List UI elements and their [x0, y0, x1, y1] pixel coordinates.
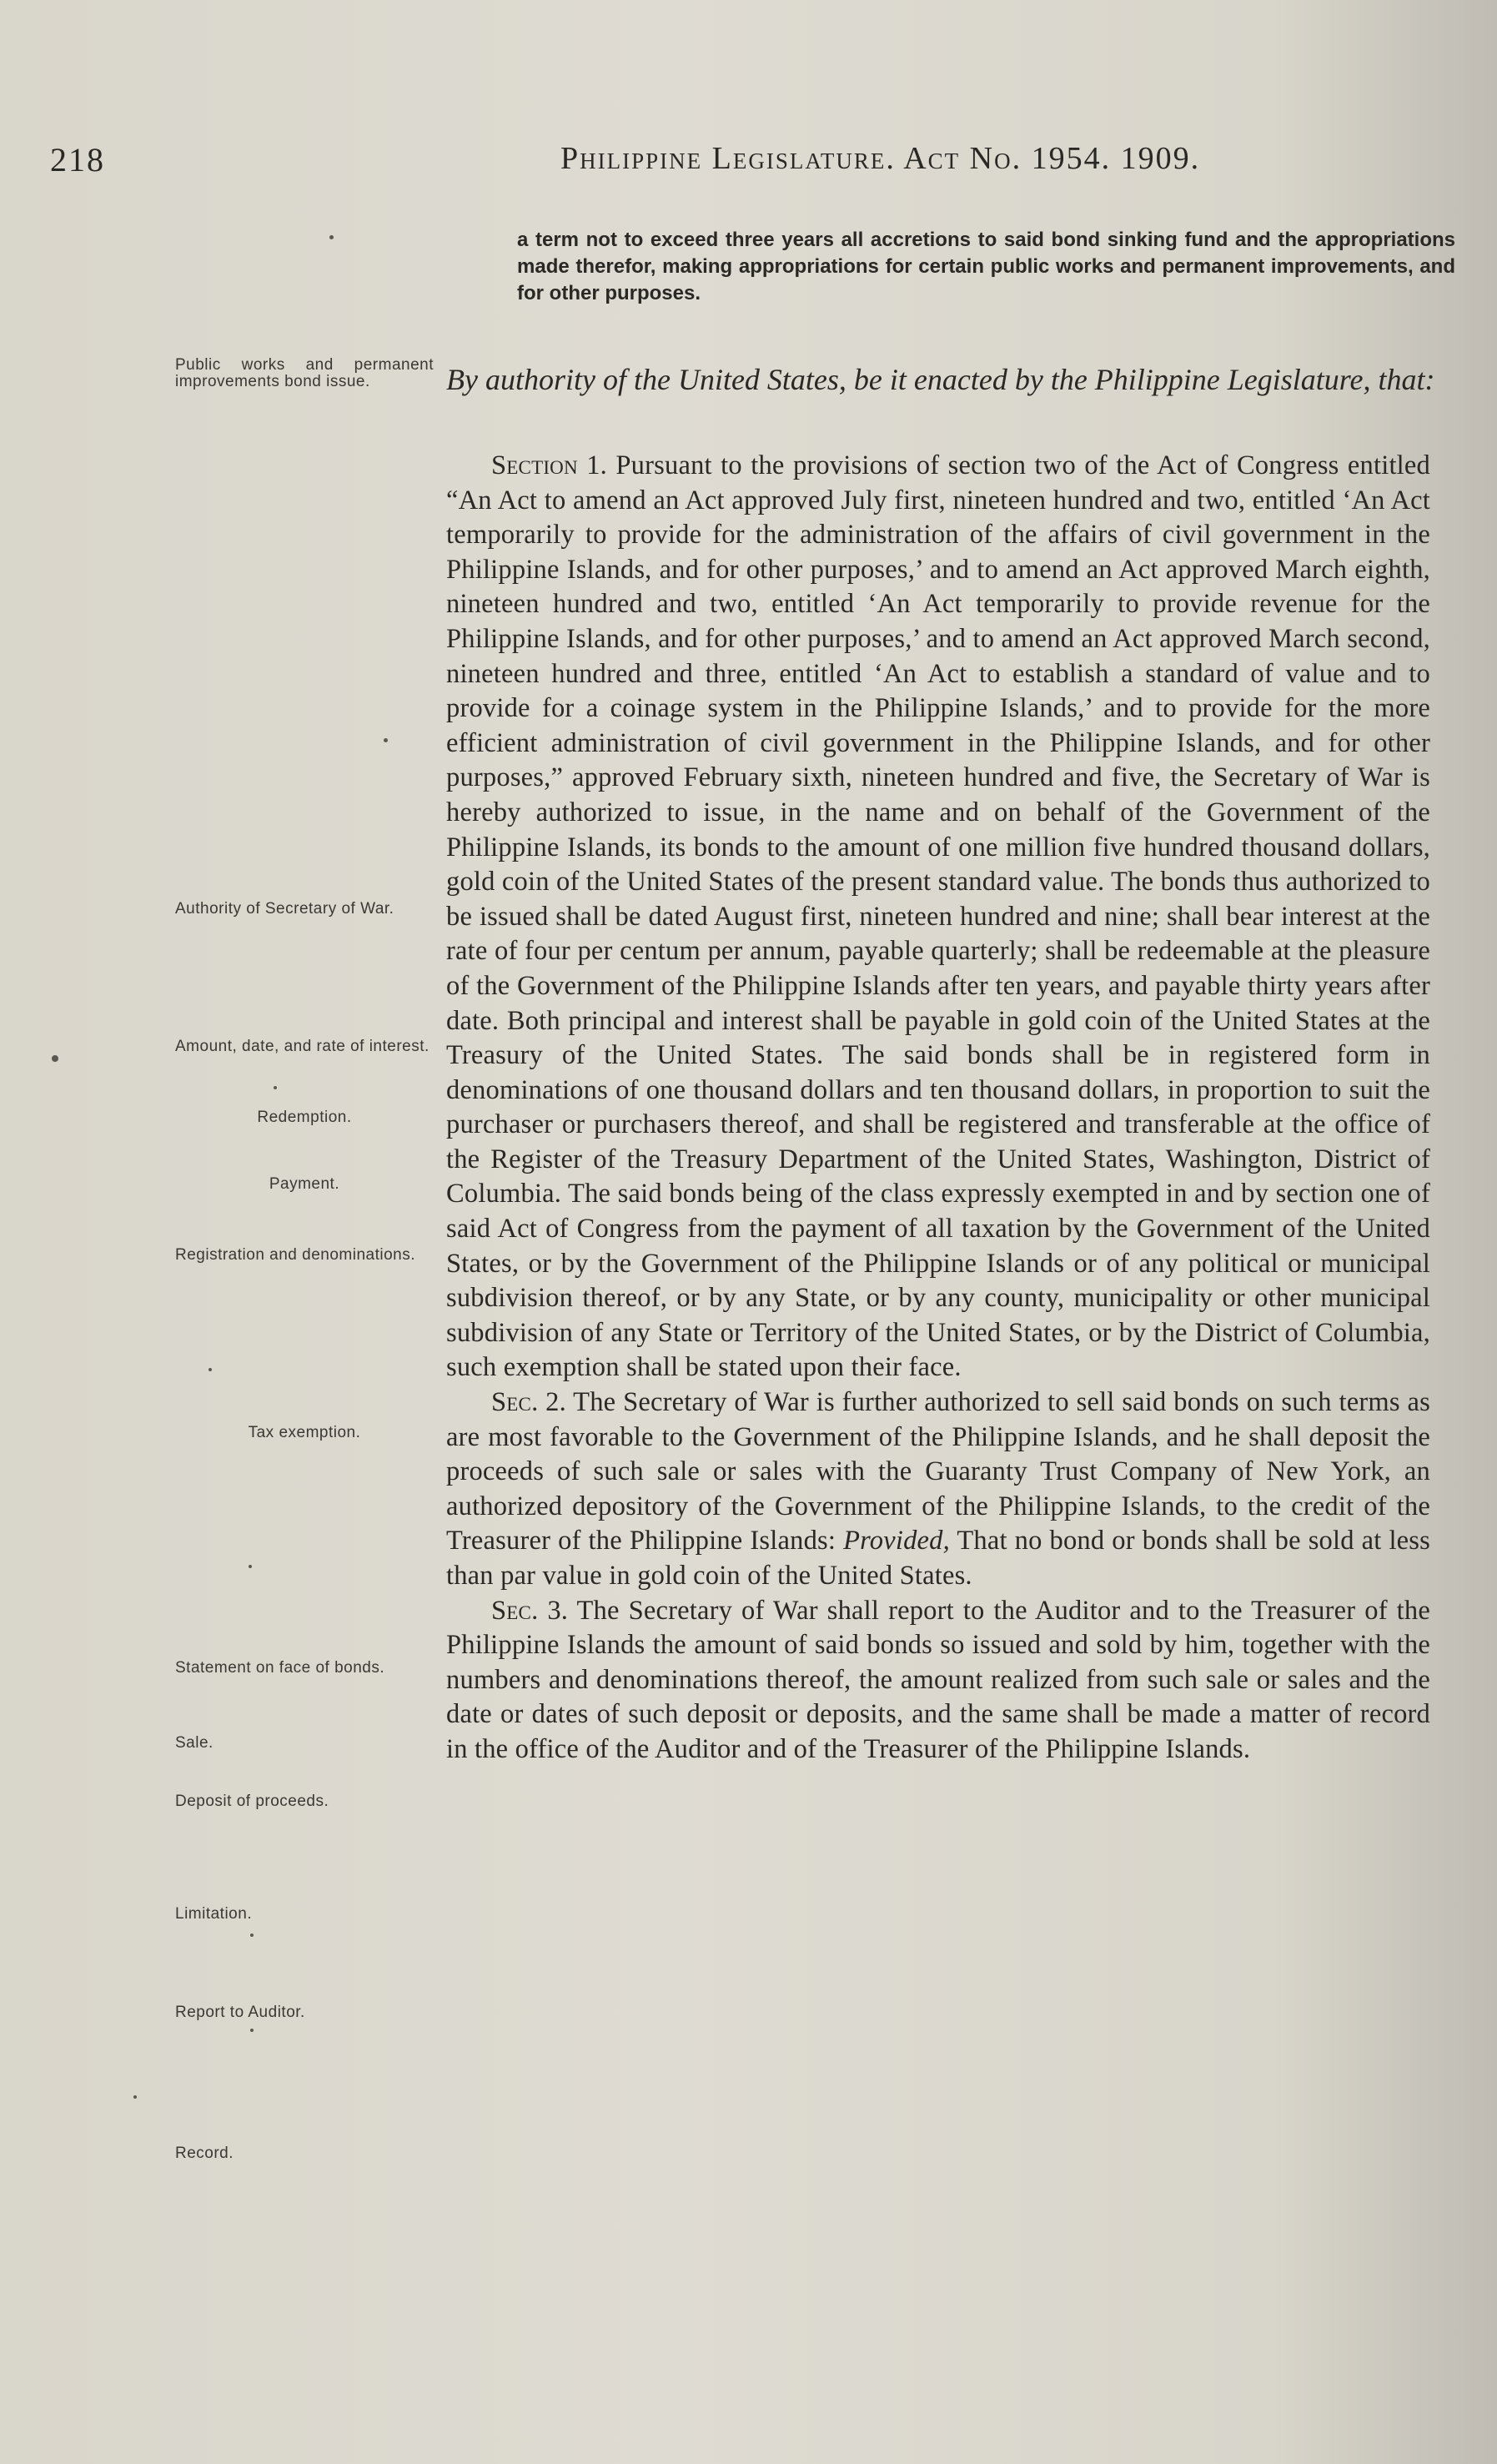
marginal-note-authority: Authority of Secretary of War.: [175, 900, 394, 918]
print-speck: [274, 1086, 277, 1089]
marginal-note-sale: Sale.: [175, 1734, 213, 1752]
print-speck: [249, 1565, 252, 1568]
section-label: Section 1.: [491, 450, 607, 480]
print-speck: [250, 1933, 254, 1937]
proviso-word: Provided,: [843, 1526, 950, 1556]
section-text-continued: That no bond or bonds shall be sold at less than par value in gold coin of the United States.: [446, 1526, 1431, 1591]
marginal-note-registration: Registration and denominations.: [175, 1246, 416, 1264]
section-text: The Secretary of War is further authorized to sell said bonds on such terms as are most favorable to the Government of the Philippine Islands, and he shall deposit the proceeds of such sale or sales with the Guaranty Trust Company of New York, an authorized depository of the Government of the Philippine Islands, to the credit of the Treasurer of the Philippine Islands:: [446, 1387, 1430, 1556]
print-speck: [133, 2095, 137, 2099]
act-title-continuation: a term not to exceed three years all accretions to said bond sinking fund and the appropriations made therefor, making appropriations for certain public works and permanent improvements, and for other purposes.: [517, 229, 1455, 304]
enacting-clause: By authority of the United States, be it enacted by the Philippine Legislature, that:: [446, 363, 1435, 396]
marginal-note-amount-date-interest: Amount, date, and rate of interest.: [175, 1038, 430, 1055]
running-title: Philippine Legislature. Act No. 1954. 1909.: [560, 141, 1201, 176]
marginal-note-redemption: Redemption.: [257, 1109, 352, 1126]
section-1: [446, 449, 1430, 1385]
section-3: [446, 1594, 1430, 1768]
section-text: The Secretary of War shall report to the Auditor and to the Treasurer of the Philippine Islands the amount of said bonds so issued and sold by him, together with the numbers and denominations thereof, the amount realized from such sale or sales and the date or dates of such deposit or deposits, and the same shall be made a matter of record in the office of the Auditor and of the Treasurer of the Philippine Islands.: [446, 1595, 1430, 1764]
section-label: Sec. 2.: [491, 1387, 566, 1418]
print-speck: [208, 1368, 212, 1371]
page-number: 218: [50, 141, 105, 179]
marginal-note-payment: Payment.: [269, 1175, 340, 1193]
page-header: [50, 140, 1451, 190]
section-2: [446, 1385, 1430, 1594]
marginal-note-limitation: Limitation.: [175, 1905, 253, 1923]
print-speck: [250, 2029, 254, 2032]
print-speck: [384, 738, 388, 742]
marginal-note-statement-on-face: Statement on face of bonds.: [175, 1659, 385, 1677]
section-text: Pursuant to the provisions of section two of the Act of Congress entitled “An Act to amend an Act approved July first, nineteen hundred and two, entitled ‘An Act temporarily to provide for the administration of the affairs of civil government in the Philippine Islands, and for other purposes,’ and to amend an Act approved March eighth, nineteen hundred and two, entitled ‘An Act temporarily to provide revenue for the Philippine Islands, and for other purposes,’ and to amend an Act approved March second, nineteen hundred and three, entitled ‘An Act to establish a standard of value and to provide for a coinage system in the Philippine Islands,’ and to provide for the more efficient administration of civil government in the Philippine Islands, and for other purposes,” approved February sixth, nineteen hundred and five, the Secretary of War is hereby authorized to issue, in the name and on behalf of the Government of the Philippine Islands, its bonds to the amount of one million five hundred thousand dollars, gold coin of the United States of the present standard value. The bonds thus authorized to be issued shall be dated August first, nineteen hundred and nine; shall bear interest at the rate of four per centum per annum, payable quarterly; shall be redeemable at the pleasure of the Government of the Philippine Islands after ten years, and payable thirty years after date. Both principal and interest shall be payable in gold coin of the United States at the Treasury of the United States. The said bonds shall be in registered form in denominations of one thousand dollars and ten thousand dollars, in proportion to suit the purchaser or purchasers thereof, and shall be registered and transferable at the office of the Register of the Treasury Department of the United States, Washington, District of Columbia. The said bonds being of the class expressly exempted in and by section one of said Act of Congress from the payment of all taxation by the Government of the United States, or by the Government of the Philippine Islands or of any political or municipal subdivision thereof, or by any State, or by any county, municipality or other municipal subdivision of any State or Territory of the United States, or by the District of Columbia, such exemption shall be stated upon their face.: [446, 450, 1430, 1383]
marginal-note-report: Report to Auditor.: [175, 2004, 305, 2021]
act-body: [446, 449, 1430, 1768]
print-speck: [52, 1055, 58, 1062]
print-speck: [329, 235, 334, 239]
marginal-note-bond-issue: Public works and permanent improvements bond issue.: [175, 356, 434, 390]
marginal-note-tax-exemption: Tax exemption.: [248, 1424, 361, 1441]
marginal-note-deposit: Deposit of proceeds.: [175, 1793, 329, 1810]
marginal-note-record: Record.: [175, 2145, 234, 2162]
section-label: Sec. 3.: [491, 1595, 569, 1626]
